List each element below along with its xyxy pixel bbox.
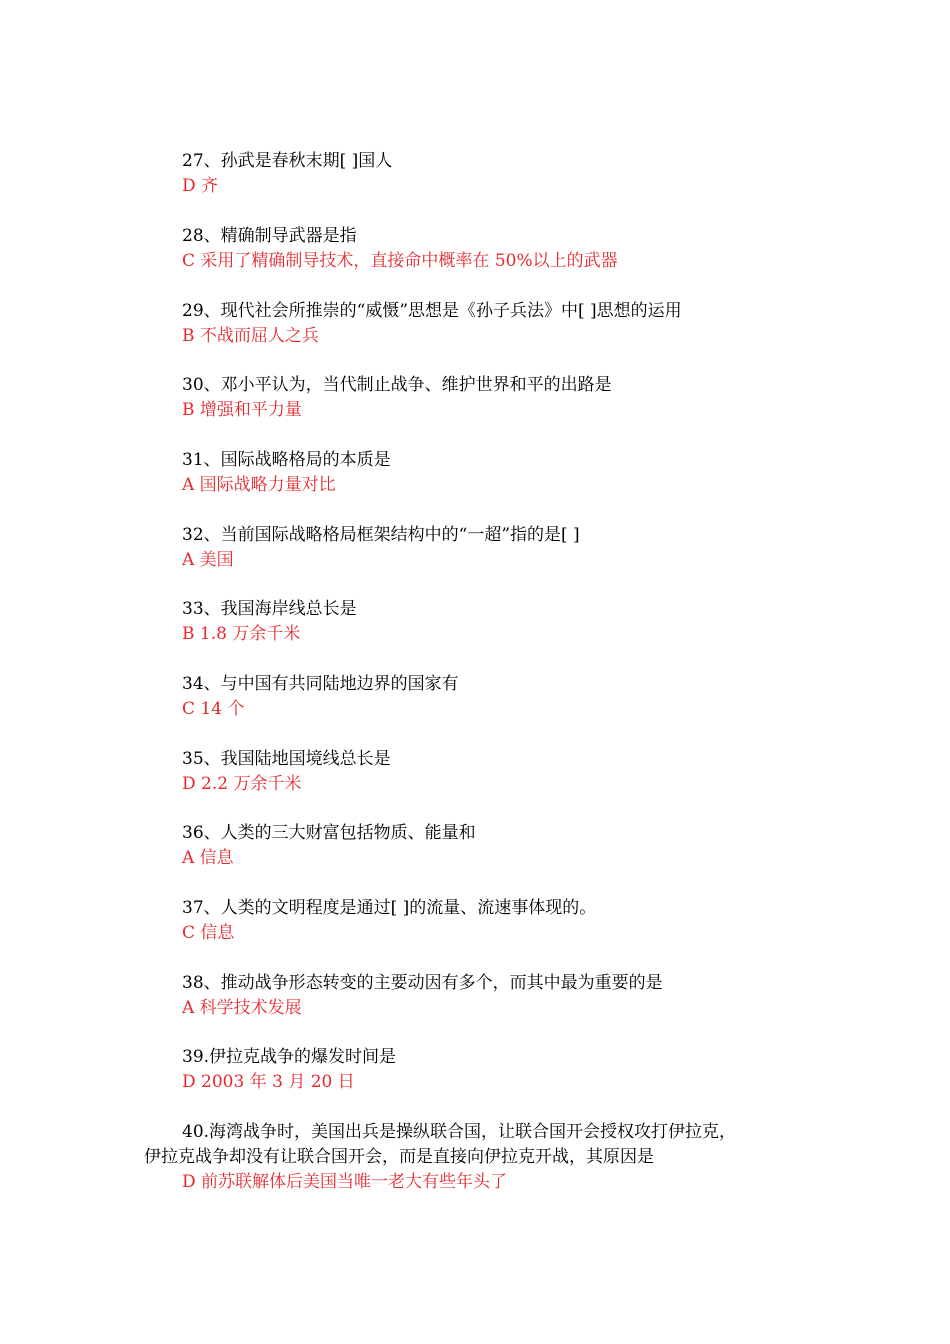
question-text: 28、精确制导武器是指 <box>182 226 357 246</box>
answer-text: D 前苏联解体后美国当唯一老大有些年头了 <box>182 1172 508 1192</box>
answer-text: B 1.8 万余千米 <box>182 624 301 644</box>
question-text: 34、与中国有共同陆地边界的国家有 <box>182 674 459 694</box>
question-text: 31、国际战略格局的本质是 <box>182 450 391 470</box>
answer-text: C 14 个 <box>182 699 245 719</box>
qa-item-38 <box>182 971 822 1021</box>
answer-text: A 国际战略力量对比 <box>182 475 336 495</box>
qa-item-39 <box>182 1045 822 1095</box>
answer-text: C 采用了精确制导技术，直接命中概率在 50%以上的武器 <box>182 251 618 271</box>
question-text: 35、我国陆地国境线总长是 <box>182 749 391 769</box>
answer-text: B 不战而屈人之兵 <box>182 326 319 346</box>
qa-item-36 <box>182 821 822 871</box>
qa-item-37 <box>182 896 822 946</box>
answer-text: A 美国 <box>182 550 234 570</box>
answer-text: C 信息 <box>182 923 235 943</box>
qa-item-40 <box>144 1120 844 1195</box>
question-text: 33、我国海岸线总长是 <box>182 599 357 619</box>
question-text-line-1: 40.海湾战争时，美国出兵是操纵联合国，让联合国开会授权攻打伊拉克， <box>182 1122 737 1142</box>
qa-item-34 <box>182 672 822 722</box>
question-text: 39.伊拉克战争的爆发时间是 <box>182 1047 397 1067</box>
qa-item-29 <box>182 299 822 349</box>
question-text: 27、孙武是春秋末期[ ]国人 <box>182 151 393 171</box>
question-text: 36、人类的三大财富包括物质、能量和 <box>182 823 476 843</box>
qa-item-35 <box>182 747 822 797</box>
question-text: 38、推动战争形态转变的主要动因有多个，而其中最为重要的是 <box>182 973 663 993</box>
qa-item-31 <box>182 448 822 498</box>
answer-text: D 2.2 万余千米 <box>182 774 302 794</box>
answer-text: A 科学技术发展 <box>182 998 302 1018</box>
qa-item-33 <box>182 597 822 647</box>
answer-text: D 齐 <box>182 176 219 196</box>
question-text: 37、人类的文明程度是通过[ ]的流量、流速事体现的。 <box>182 898 597 918</box>
qa-item-27 <box>182 149 822 199</box>
question-text: 30、邓小平认为，当代制止战争、维护世界和平的出路是 <box>182 375 612 395</box>
qa-item-30 <box>182 373 822 423</box>
qa-item-28 <box>182 224 822 274</box>
question-text: 32、当前国际战略格局框架结构中的“一超”指的是[ ] <box>182 525 580 545</box>
qa-item-32 <box>182 523 822 573</box>
answer-text: A 信息 <box>182 848 234 868</box>
answer-text: B 增强和平力量 <box>182 400 302 420</box>
question-text: 29、现代社会所推崇的“威慑”思想是《孙子兵法》中[ ]思想的运用 <box>182 301 682 321</box>
answer-text: D 2003 年 3 月 20 日 <box>182 1072 355 1092</box>
question-text-line-2: 伊拉克战争却没有让联合国开会，而是直接向伊拉克开战，其原因是 <box>144 1147 654 1167</box>
